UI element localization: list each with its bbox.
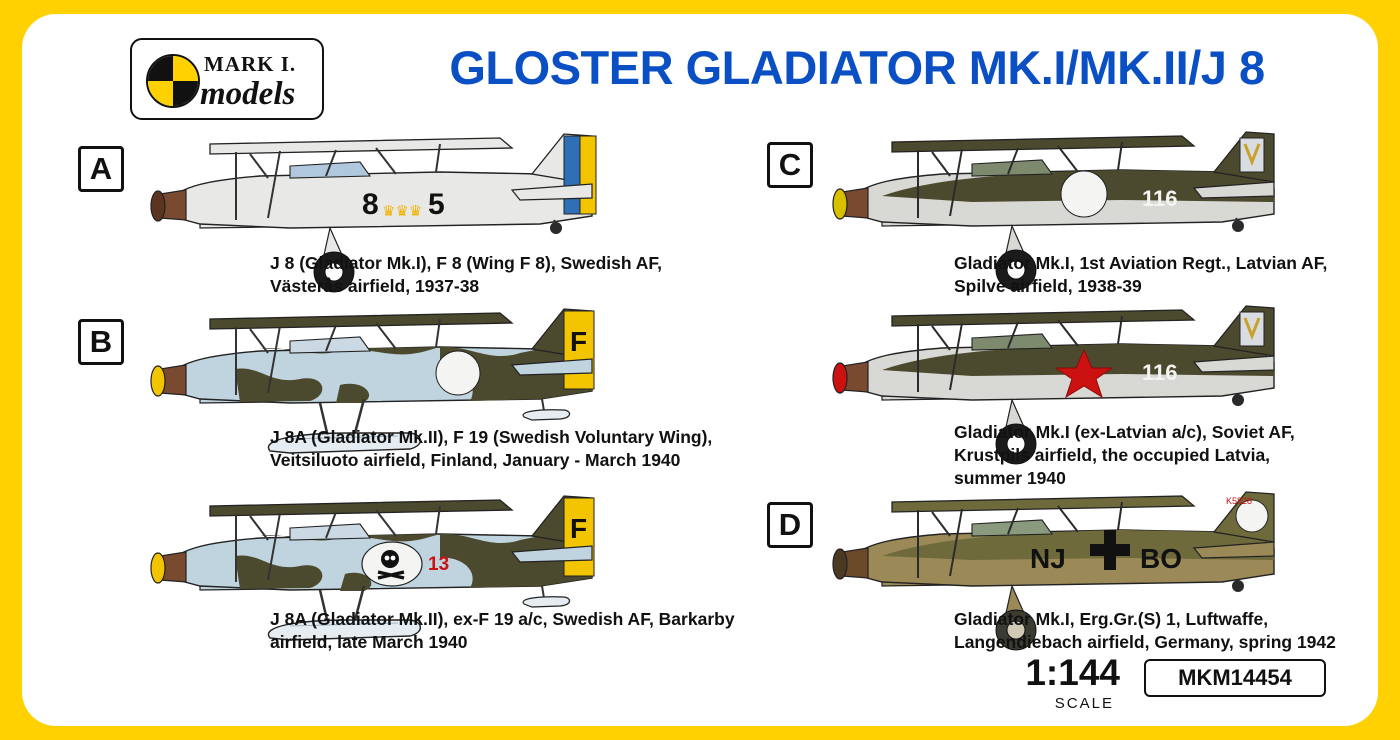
caption-line: J 8A (Gladiator Mk.II), F 19 (Swedish Voluntary Wing),: [270, 427, 713, 447]
page-title: GLOSTER GLADIATOR MK.I/MK.II/J 8: [449, 41, 1265, 94]
svg-text:116: 116: [1142, 360, 1178, 385]
svg-text:F: F: [570, 513, 588, 544]
svg-text:K5828: K5828: [1226, 496, 1253, 506]
logo-mark-text: MARK I.: [204, 52, 297, 76]
scale-value: 1:144: [1025, 652, 1120, 693]
caption-line: Spilve airfield, 1938-39: [954, 276, 1142, 297]
logo-quadrant-icon: [146, 54, 200, 108]
svg-text:116: 116: [1142, 186, 1178, 211]
profile-caption-c: [954, 252, 1378, 298]
profile-caption-a: [270, 252, 830, 298]
brand-logo: [130, 38, 324, 120]
caption-line: Gladiator Mk.I (ex-Latvian a/c), Soviet AF,: [954, 422, 1295, 442]
profile-badge-a: A: [78, 146, 124, 192]
profile-badge-c: C: [767, 142, 813, 188]
logo-models-text: models: [200, 76, 296, 112]
artwork-sheet: [22, 14, 1378, 726]
svg-text:♛♛♛: ♛♛♛: [382, 202, 423, 220]
caption-line: airfield, late March 1940: [270, 632, 468, 653]
svg-text:13: 13: [428, 554, 450, 575]
caption-line: summer 1940: [954, 468, 1066, 489]
profile-badge-d: D: [767, 502, 813, 548]
profile-caption-d: [954, 608, 1378, 654]
scale-label: SCALE: [1054, 695, 1114, 712]
profile-caption-c2: [954, 421, 1378, 490]
svg-text:NJ: NJ: [1030, 543, 1066, 574]
profile-caption-b: [270, 426, 830, 472]
svg-text:5: 5: [428, 188, 445, 221]
svg-text:8: 8: [362, 188, 379, 221]
caption-line: Langendiebach airfield, Germany, spring 1942: [954, 632, 1336, 653]
caption-line: J 8A (Gladiator Mk.II), ex-F 19 a/c, Swedish AF, Barkarby: [270, 609, 735, 629]
caption-line: J 8 (Gladiator Mk.I), F 8 (Wing F 8), Swedish AF,: [270, 253, 663, 273]
caption-line: Gladiator Mk.I, 1st Aviation Regt., Latvian AF,: [954, 253, 1328, 273]
profile-badge-b: B: [78, 319, 124, 365]
aircraft-profile-b2: [140, 486, 740, 686]
caption-line: Veitsiluoto airfield, Finland, January - March 1940: [270, 450, 681, 471]
caption-line: Gladiator Mk.I, Erg.Gr.(S) 1, Luftwaffe,: [954, 609, 1269, 629]
caption-line: Västerås airfield, 1937-38: [270, 276, 480, 297]
svg-text:BO: BO: [1140, 543, 1182, 574]
caption-line: Krustpils airfield, the occupied Latvia,: [954, 445, 1271, 466]
svg-text:F: F: [570, 326, 588, 357]
kit-code-badge: MKM14454: [1144, 659, 1326, 697]
profile-caption-b2: [270, 608, 830, 654]
